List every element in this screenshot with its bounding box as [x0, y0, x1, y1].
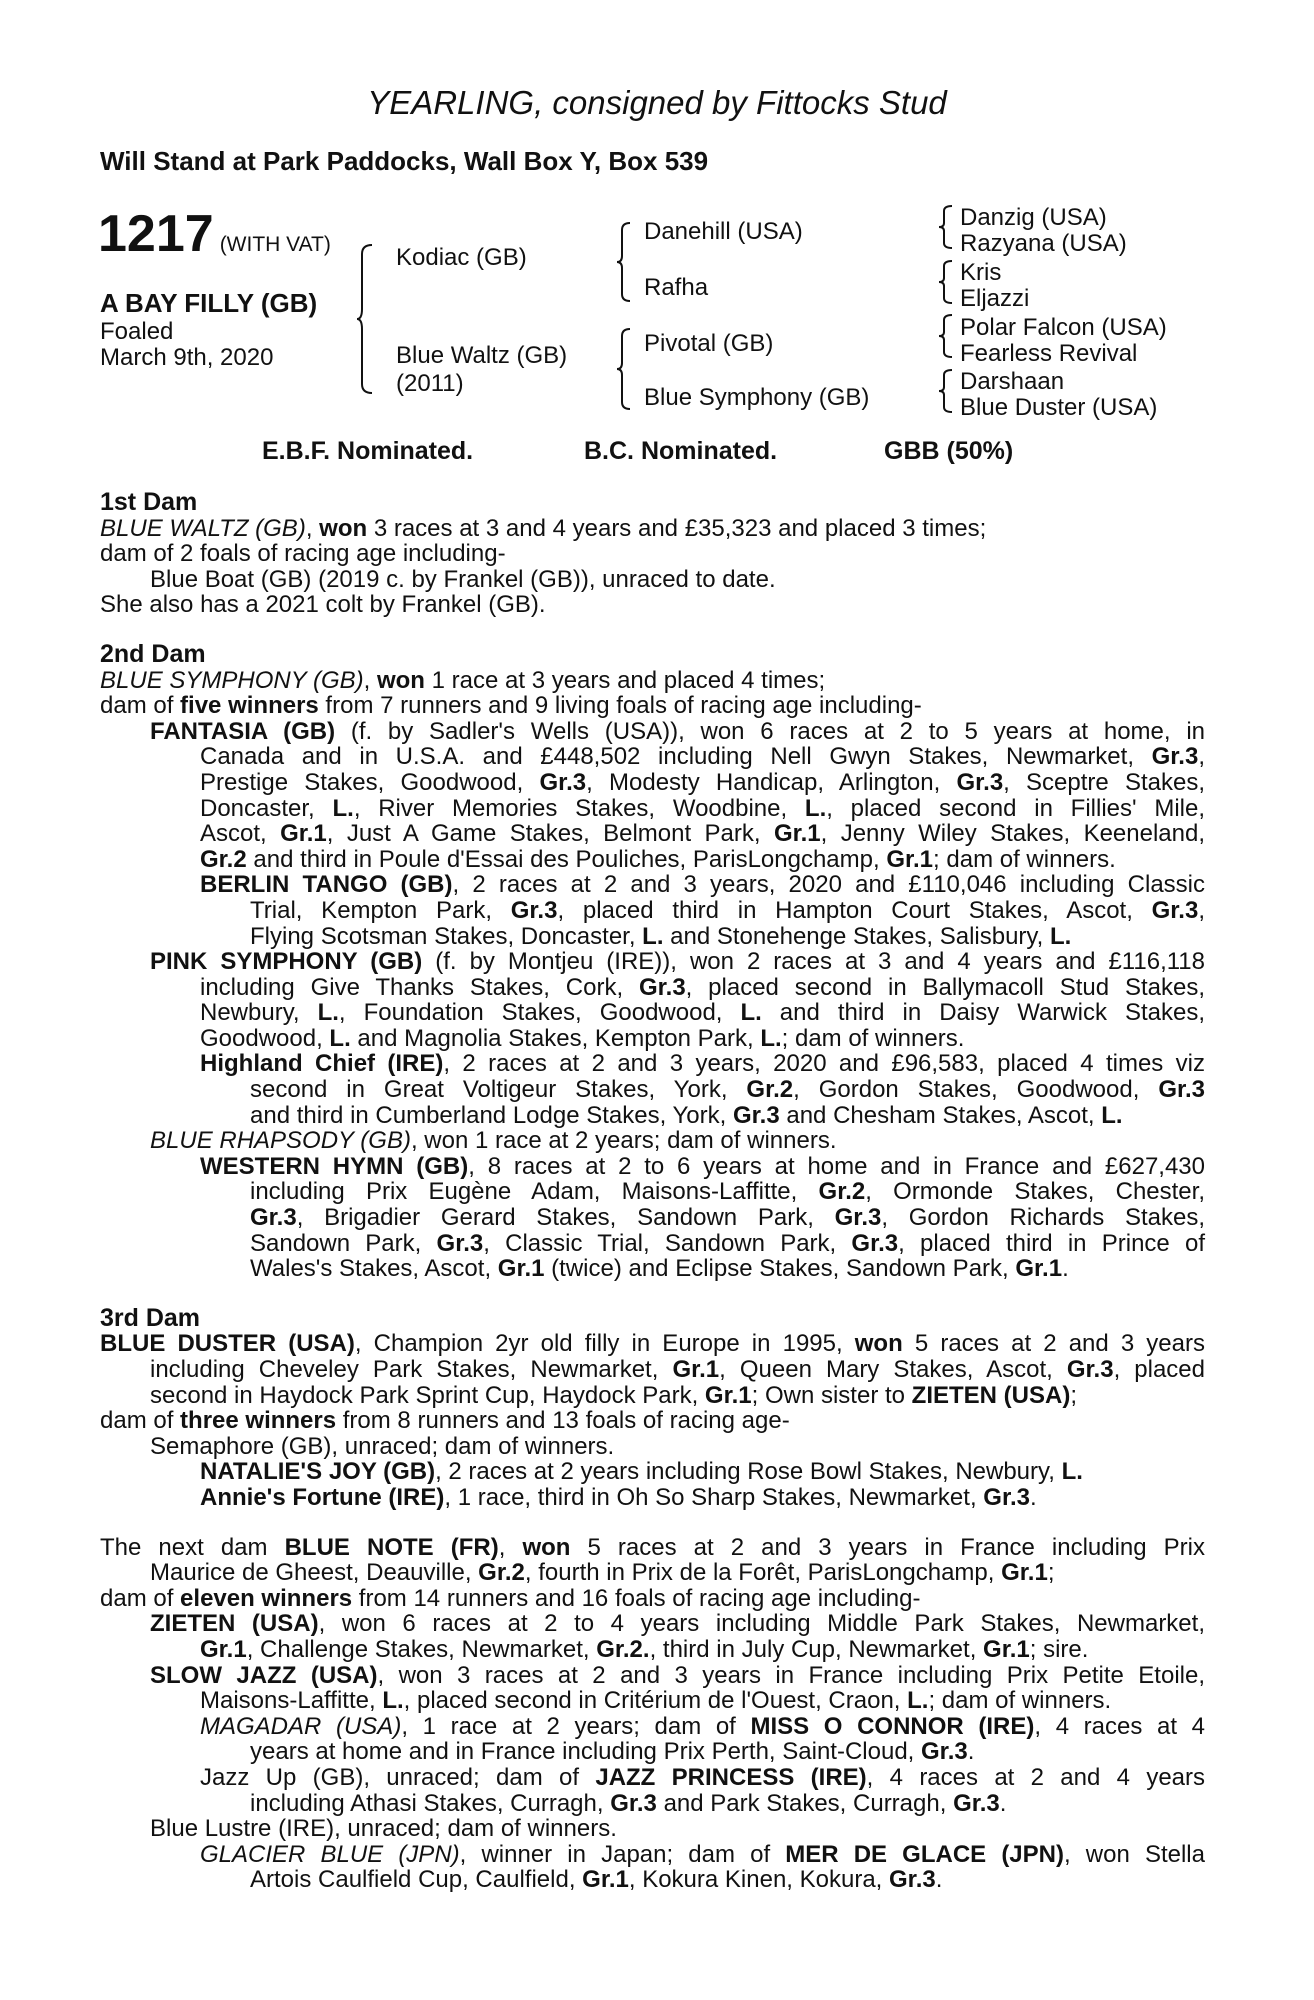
text: , winner in Japan; dam of	[459, 1840, 786, 1868]
family-line	[100, 1383, 1205, 1409]
vat-label: (WITH VAT)	[219, 233, 331, 256]
pedigree-brace-main	[356, 244, 374, 394]
bold-text: Gr.3	[956, 768, 1004, 796]
text: , 2 races at 2 and 3 years, 2020 and £96,583, placed 4 times viz	[443, 1050, 1205, 1078]
text: .	[967, 1738, 975, 1766]
bold-text: Gr.2.	[596, 1635, 650, 1663]
dam-section	[100, 490, 1205, 618]
text: ,	[1198, 743, 1205, 771]
bold-text: MISS O CONNOR (IRE)	[750, 1712, 1035, 1740]
pedigree-sire-sire: Danehill (USA)	[644, 218, 803, 245]
pedigree-g3: Kris	[960, 259, 1002, 286]
lot-description: A BAY FILLY (GB)	[100, 288, 318, 318]
family-line	[100, 1586, 1205, 1612]
pedigree-g7: Darshaan	[960, 368, 1065, 395]
text: years at home and in France including Prix Perth, Saint-Cloud,	[250, 1738, 922, 1766]
text: , Gordon Richards Stakes,	[881, 1204, 1205, 1232]
bold-text: BERLIN TANGO (GB)	[200, 871, 453, 899]
bold-text: won	[854, 1330, 903, 1358]
bold-text: Gr.3	[539, 768, 587, 796]
bold-text: L.	[760, 1024, 782, 1052]
text: from 7 runners and 9 living foals of racing age including-	[318, 692, 922, 720]
text: including Prix Eugène Adam, Maisons-Laffitte,	[250, 1178, 819, 1206]
text: She also has a 2021 colt by Frankel (GB).	[100, 591, 546, 619]
text: , won 1 race at 2 years; dam of winners.	[410, 1127, 837, 1155]
bold-text: SLOW JAZZ (USA)	[150, 1661, 378, 1689]
text: ; sire.	[1029, 1635, 1089, 1663]
family-line	[100, 1765, 1205, 1791]
text: ;	[1047, 1559, 1055, 1587]
bold-text: Gr.1	[886, 845, 934, 873]
bold-text: Gr.1	[497, 1255, 545, 1283]
text: and Chesham Stakes, Ascot,	[779, 1101, 1102, 1129]
bold-text: won	[319, 514, 368, 542]
text: Blue Boat (GB) (2019 c. by Frankel (GB)), unraced to date.	[150, 565, 776, 593]
pedigree-dam-year: (2011)	[396, 370, 464, 397]
foaled-date: March 9th, 2020	[100, 344, 274, 371]
pedigree-g6: Fearless Revival	[960, 340, 1138, 367]
text: , won Stella	[1064, 1840, 1205, 1868]
text: , Sceptre Stakes,	[1003, 768, 1205, 796]
text: including Give Thanks Stakes, Cork,	[200, 973, 639, 1001]
text: ; dam of winners.	[928, 1687, 1112, 1715]
text: , placed third in Hampton Court Stakes, Ascot,	[557, 896, 1152, 924]
bold-text: BLUE DUSTER (USA)	[100, 1330, 355, 1358]
catalogue-title: YEARLING, consigned by Fittocks Stud	[367, 84, 947, 121]
text: from 14 runners and 16 foals of racing age including-	[352, 1584, 921, 1612]
text: , 2 races at 2 years including Rose Bowl Stakes, Newbury,	[435, 1458, 1062, 1486]
family-line	[100, 1434, 1205, 1460]
text: and third in Daisy Warwick Stakes,	[761, 999, 1205, 1027]
pedigree-brace-sire	[616, 222, 632, 302]
family-line	[100, 1103, 1205, 1129]
bold-text: Gr.1	[1015, 1255, 1063, 1283]
family-line	[100, 1485, 1205, 1511]
text: , River Memories Stakes, Woodbine,	[353, 794, 805, 822]
text: Maurice de Gheest, Deauville,	[150, 1559, 479, 1587]
bold-text: Gr.1	[1001, 1559, 1048, 1587]
text: ; dam of winners.	[781, 1024, 965, 1052]
bold-text: L.	[804, 794, 827, 822]
text: and Stonehenge Stakes, Salisbury,	[663, 922, 1050, 950]
family-line	[100, 1535, 1205, 1561]
bold-text: PINK SYMPHONY (GB)	[150, 948, 423, 976]
family-line	[100, 1128, 1205, 1154]
family-line	[100, 719, 1205, 745]
bc-nomination: B.C. Nominated.	[584, 437, 778, 465]
text: , won 6 races at 2 to 4 years including Middle Park Stakes, Newmarket,	[318, 1610, 1205, 1638]
dam-family-text	[100, 490, 1205, 1917]
bold-text: Gr.3	[834, 1204, 882, 1232]
bold-text: Gr.3	[1158, 1076, 1206, 1104]
pedigree-brace-dam	[616, 328, 632, 410]
text: (f. by Montjeu (IRE)), won 2 races at 3 and 4 years and £116,118	[422, 948, 1205, 976]
bold-text: Gr.3	[510, 896, 558, 924]
text: , Queen Mary Stakes, Ascot,	[719, 1356, 1067, 1383]
text: Newbury,	[200, 999, 318, 1027]
bold-text: Gr.3	[953, 1789, 1000, 1817]
text: Flying Scotsman Stakes, Doncaster,	[250, 922, 643, 950]
text: , won 3 races at 2 and 3 years in France including Prix Petite Etoile,	[377, 1661, 1205, 1689]
family-line	[100, 821, 1205, 847]
bold-text: Gr.3	[983, 1483, 1030, 1511]
bold-text: Gr.3	[1151, 896, 1199, 924]
text: ,	[363, 666, 377, 694]
italic-text: GLACIER BLUE (JPN)	[200, 1840, 460, 1868]
text: , Gordon Stakes, Goodwood,	[793, 1076, 1159, 1104]
family-line	[100, 592, 1205, 618]
lot-number-block	[98, 204, 331, 264]
pedigree-sire-dam: Rafha	[644, 274, 709, 301]
pedigree-brace-g2	[938, 260, 954, 304]
text: , 4 races at 2 and 4 years	[866, 1763, 1206, 1791]
bold-text: L.	[332, 794, 354, 822]
bold-text: won	[522, 1533, 571, 1561]
pedigree-g1: Danzig (USA)	[960, 204, 1107, 231]
family-line	[100, 1231, 1205, 1257]
family-line	[100, 1688, 1205, 1714]
pedigree-dam-dam: Blue Symphony (GB)	[644, 384, 870, 411]
family-line	[100, 1739, 1205, 1765]
pedigree-sire: Kodiac (GB)	[396, 244, 527, 271]
text: and Park Stakes, Curragh,	[656, 1789, 954, 1817]
text: Semaphore (GB), unraced; dam of winners.	[150, 1432, 615, 1460]
bold-text: Gr.3	[889, 1866, 936, 1894]
text: 5 races at 2 and 3 years	[902, 1330, 1205, 1358]
text: and third in Poule d'Essai des Pouliches, ParisLongchamp,	[246, 845, 887, 873]
text: , Champion 2yr old filly in Europe in 1995,	[354, 1330, 855, 1358]
bold-text: BLUE NOTE (FR)	[284, 1533, 499, 1561]
text: , Kokura Kinen, Kokura,	[628, 1866, 890, 1894]
text: , Ormonde Stakes, Chester,	[865, 1178, 1205, 1206]
text: , placed second in Ballymacoll Stud Stakes,	[685, 973, 1205, 1001]
text: including Cheveley Park Stakes, Newmarket,	[150, 1356, 673, 1383]
text: Blue Lustre (IRE), unraced; dam of winners.	[150, 1815, 617, 1843]
text: , placed second in Fillies' Mile,	[826, 794, 1206, 822]
text: ;	[1070, 1381, 1078, 1409]
bold-text: Gr.3	[610, 1789, 657, 1817]
bold-text: Gr.1	[200, 1635, 247, 1663]
bold-text: Annie's Fortune (IRE)	[200, 1483, 445, 1511]
bold-text: L.	[1101, 1101, 1123, 1129]
family-line	[100, 796, 1205, 822]
dam-heading: 3rd Dam	[100, 1303, 201, 1332]
bold-text: Gr.1	[672, 1356, 720, 1383]
text: Goodwood,	[200, 1024, 330, 1052]
family-line	[100, 898, 1205, 924]
italic-text: BLUE SYMPHONY (GB)	[100, 666, 364, 694]
bold-text: ZIETEN (USA)	[150, 1610, 319, 1638]
text: .	[935, 1866, 943, 1894]
bold-text: Gr.1	[582, 1866, 629, 1894]
text: , placed	[1113, 1356, 1206, 1383]
dam-heading: 1st Dam	[100, 488, 198, 516]
text: , placed third in Prince of	[898, 1229, 1205, 1257]
family-line	[100, 1026, 1205, 1052]
text: , placed second in Critérium de l'Ouest, Craon,	[403, 1687, 908, 1715]
bold-text: Gr.1	[280, 820, 327, 848]
bold-text: L.	[907, 1687, 929, 1715]
bold-text: L.	[329, 1024, 351, 1052]
text: Canada and in U.S.A. and £448,502 including Nell Gwyn Stakes, Newmarket,	[200, 743, 1152, 771]
pedigree-brace-g3	[938, 314, 954, 358]
dam-section	[100, 1535, 1205, 1893]
text: Trial, Kempton Park,	[250, 896, 511, 924]
family-line	[100, 693, 1205, 719]
family-line	[100, 1205, 1205, 1231]
text: including Athasi Stakes, Curragh,	[250, 1789, 611, 1817]
family-line	[100, 1816, 1205, 1842]
family-line	[100, 872, 1205, 898]
text: The next dam	[100, 1533, 285, 1561]
bold-text: NATALIE'S JOY (GB)	[200, 1458, 436, 1486]
bold-text: MER DE GLACE (JPN)	[785, 1840, 1064, 1868]
text: second in Haydock Park Sprint Cup, Haydock Park,	[150, 1381, 705, 1409]
text: .	[999, 1789, 1007, 1817]
text: second in Great Voltigeur Stakes, York,	[250, 1076, 747, 1104]
family-line	[100, 1179, 1205, 1205]
bold-text: L.	[317, 999, 339, 1027]
family-line	[100, 1611, 1205, 1637]
family-line	[100, 1256, 1205, 1282]
italic-text: BLUE RHAPSODY (GB)	[150, 1127, 411, 1155]
text: ,	[305, 514, 320, 542]
pedigree-dam: Blue Waltz (GB)	[396, 342, 568, 369]
bold-text: L.	[1049, 922, 1072, 950]
text: , 4 races at 4	[1034, 1712, 1205, 1740]
text: ; Own sister to	[751, 1381, 912, 1409]
family-line	[100, 924, 1205, 950]
text: from 8 runners and 13 foals of racing age-	[336, 1407, 790, 1435]
text: Wales's Stakes, Ascot,	[250, 1255, 498, 1283]
foaled-label: Foaled	[100, 318, 174, 345]
text: , Modesty Handicap, Arlington,	[586, 768, 957, 796]
pedigree-g8: Blue Duster (USA)	[960, 394, 1158, 421]
stable-location: Will Stand at Park Paddocks, Wall Box Y, Box 539	[100, 146, 709, 176]
text: 5 races at 2 and 3 years in France including Prix	[570, 1533, 1206, 1561]
text: Sandown Park,	[250, 1229, 437, 1257]
italic-text: BLUE WALTZ (GB)	[100, 514, 306, 542]
text: dam of	[100, 1407, 181, 1435]
bold-text: Gr.3	[250, 1204, 297, 1232]
family-line	[100, 1357, 1205, 1383]
text: .	[1062, 1255, 1069, 1283]
gbb-status: GBB (50%)	[884, 437, 1014, 465]
text: , 1 race, third in Oh So Sharp Stakes, Newmarket,	[444, 1483, 984, 1511]
text: , Just A Game Stakes, Belmont Park,	[326, 820, 774, 848]
text: (f. by Sadler's Wells (USA)), won 6 races at 2 to 5 years at home, in	[335, 717, 1205, 745]
family-line	[100, 1791, 1205, 1817]
family-line	[100, 1000, 1205, 1026]
family-line	[100, 1637, 1205, 1663]
bold-text: Gr.1	[983, 1635, 1030, 1663]
bold-text: L.	[740, 999, 762, 1027]
bold-text: Gr.3	[1066, 1356, 1114, 1383]
text: ,	[1198, 896, 1205, 924]
text: (twice) and Eclipse Stakes, Sandown Park,	[544, 1255, 1016, 1283]
text: , Challenge Stakes, Newmarket,	[246, 1635, 597, 1663]
family-line	[100, 1842, 1205, 1868]
bold-text: Gr.3	[921, 1738, 968, 1766]
pedigree-brace-g1	[938, 205, 954, 249]
bold-text: three winners	[180, 1407, 337, 1435]
bold-text: five winners	[180, 692, 319, 720]
pedigree-g4: Eljazzi	[960, 285, 1030, 312]
family-line	[100, 516, 1205, 542]
bold-text: L.	[382, 1687, 404, 1715]
text: 1 race at 3 years and placed 4 times;	[424, 666, 826, 694]
bold-text: FANTASIA (GB)	[150, 717, 336, 745]
family-line	[100, 949, 1205, 975]
text: dam of	[100, 692, 181, 720]
text: dam of 2 foals of racing age including-	[100, 540, 506, 568]
bold-text: Highland Chief (IRE)	[200, 1050, 444, 1078]
text: , fourth in Prix de la Forêt, ParisLongchamp,	[524, 1559, 1002, 1587]
text: Jazz Up (GB), unraced; dam of	[200, 1763, 596, 1791]
bold-text: WESTERN HYMN (GB)	[200, 1152, 469, 1180]
text: ; dam of winners.	[933, 845, 1116, 873]
dam-section	[100, 1303, 1206, 1511]
text: 3 races at 3 and 4 years and £35,323 and placed 3 times;	[367, 514, 987, 542]
bold-text: Gr.3	[436, 1229, 484, 1257]
pedigree-g5: Polar Falcon (USA)	[960, 314, 1167, 341]
bold-text: Gr.3	[638, 973, 686, 1001]
family-line	[100, 1459, 1205, 1485]
text: and third in Cumberland Lodge Stakes, York,	[250, 1101, 733, 1129]
bold-text: JAZZ PRINCESS (IRE)	[595, 1763, 867, 1791]
bold-text: L.	[642, 922, 664, 950]
bold-text: Gr.2	[478, 1559, 525, 1587]
text: , Classic Trial, Sandown Park,	[483, 1229, 852, 1257]
text: , Brigadier Gerard Stakes, Sandown Park,	[296, 1204, 835, 1232]
family-line	[100, 1408, 1205, 1434]
family-line	[100, 1154, 1205, 1180]
dam-heading: 2nd Dam	[100, 639, 206, 668]
bold-text: Gr.3	[732, 1101, 780, 1129]
ebf-nomination: E.B.F. Nominated.	[262, 437, 474, 465]
bold-text: L.	[1061, 1458, 1083, 1486]
lot-number: 1217	[98, 205, 214, 263]
family-line	[100, 668, 1205, 694]
text: Ascot,	[200, 820, 281, 848]
family-line	[100, 567, 1205, 593]
family-line	[100, 770, 1205, 796]
bold-text: eleven winners	[180, 1584, 353, 1612]
text: , Jenny Wiley Stakes, Keeneland,	[820, 820, 1206, 848]
text: , Foundation Stakes, Goodwood,	[338, 999, 741, 1027]
text: , 2 races at 2 and 3 years, 2020 and £110,046 including Classic	[452, 871, 1206, 899]
family-line	[100, 1051, 1205, 1077]
text: , 8 races at 2 to 6 years at home and in France and £627,430	[468, 1152, 1205, 1180]
bold-text: Gr.3	[1151, 743, 1199, 771]
bold-text: Gr.2	[200, 845, 247, 873]
family-line	[100, 1867, 1205, 1893]
bold-text: Gr.1	[704, 1381, 752, 1409]
family-line	[100, 1077, 1205, 1103]
text: Artois Caulfield Cup, Caulfield,	[250, 1866, 583, 1894]
pedigree-dam-sire: Pivotal (GB)	[644, 330, 774, 357]
italic-text: MAGADAR (USA)	[200, 1712, 402, 1740]
text: , third in July Cup, Newmarket,	[649, 1635, 984, 1663]
dam-section	[100, 639, 1206, 1283]
bold-text: Gr.3	[851, 1229, 899, 1257]
bold-text: Gr.1	[773, 820, 821, 848]
text: ,	[498, 1533, 523, 1561]
family-line	[100, 1663, 1205, 1689]
pedigree-g2: Razyana (USA)	[960, 230, 1127, 257]
family-line	[100, 975, 1205, 1001]
pedigree-brace-g4	[938, 369, 954, 413]
bold-text: Gr.2	[818, 1178, 866, 1206]
bold-text: won	[376, 666, 425, 694]
text: Maisons-Laffitte,	[200, 1687, 383, 1715]
text: .	[1029, 1483, 1037, 1511]
family-line	[100, 847, 1205, 873]
family-line	[100, 1714, 1205, 1740]
family-line	[100, 541, 1205, 567]
bold-text: ZIETEN (USA)	[911, 1381, 1071, 1409]
bold-text: Gr.2	[746, 1076, 794, 1104]
family-line	[100, 1560, 1205, 1586]
text: Prestige Stakes, Goodwood,	[200, 768, 540, 796]
text: dam of	[100, 1584, 181, 1612]
text: and Magnolia Stakes, Kempton Park,	[350, 1024, 761, 1052]
family-line	[100, 744, 1205, 770]
text: Doncaster,	[200, 794, 333, 822]
text: , 1 race at 2 years; dam of	[401, 1712, 751, 1740]
family-line	[100, 1331, 1205, 1357]
